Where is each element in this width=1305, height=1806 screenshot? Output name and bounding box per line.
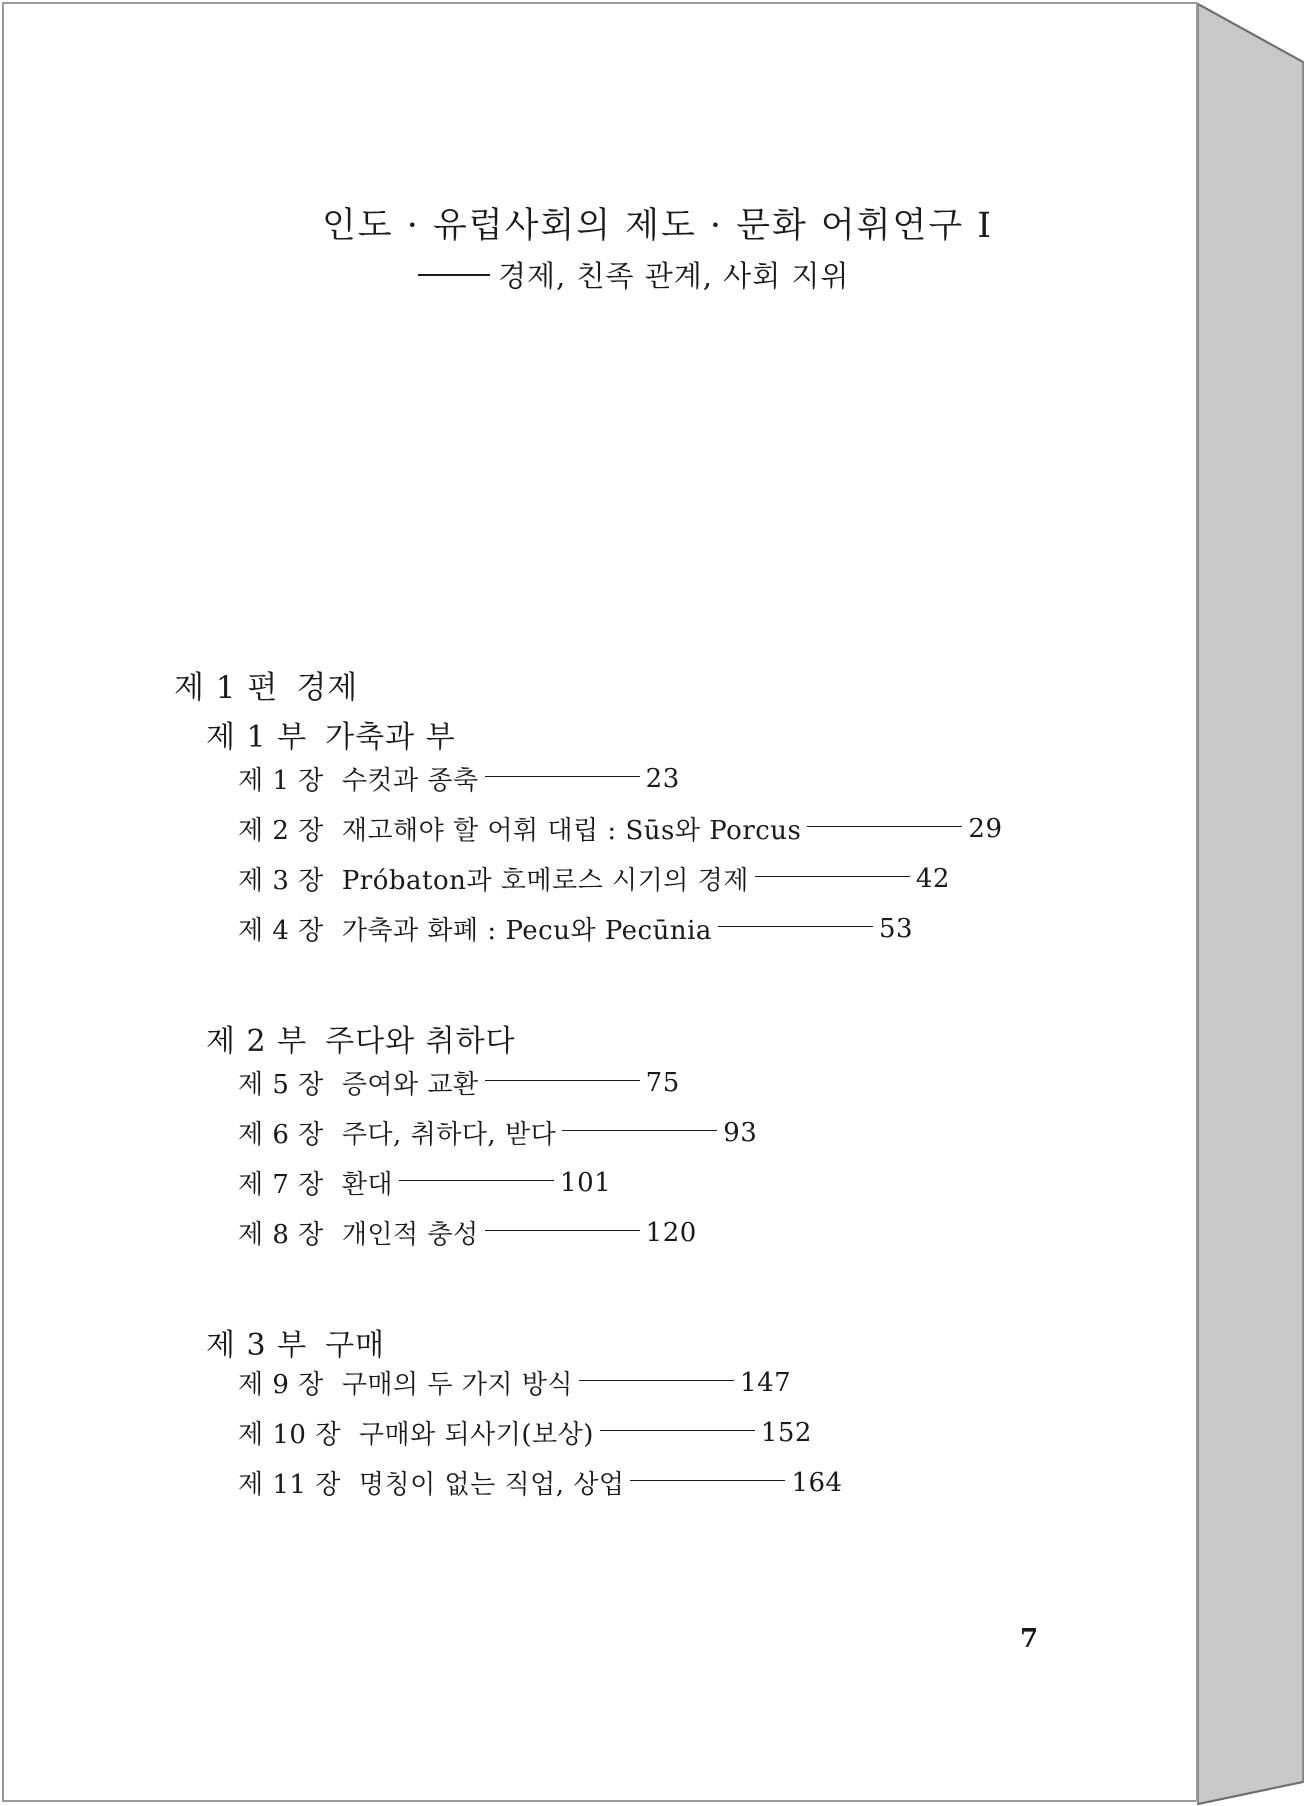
toc-section-heading xyxy=(206,712,456,756)
toc-chapter-entry[interactable] xyxy=(238,1364,791,1401)
chapter-label: 제 10 장 xyxy=(238,1420,341,1450)
section-label: 제 1 부 xyxy=(206,720,308,755)
chapter-label: 제 1 장 xyxy=(238,766,324,796)
chapter-label: 제 8 장 xyxy=(238,1220,324,1250)
chapter-title: 재고해야 할 어휘 대립 : Sūs와 Porcus xyxy=(341,816,802,846)
toc-chapter-entry[interactable] xyxy=(238,910,913,947)
chapter-title: Próbaton과 호메로스 시기의 경제 xyxy=(341,866,749,896)
toc-chapter-entry[interactable] xyxy=(238,1064,680,1101)
chapter-title: 가축과 화폐 : Pecu와 Pecūnia xyxy=(341,916,712,946)
section-title: 가축과 부 xyxy=(325,720,456,755)
chapter-page-number: 29 xyxy=(968,813,1003,844)
chapter-page-number: 152 xyxy=(760,1417,812,1448)
chapter-page-number: 101 xyxy=(560,1167,612,1198)
toc-chapter-entry[interactable] xyxy=(238,810,1003,847)
chapter-page-number: 42 xyxy=(915,863,950,894)
chapter-label: 제 11 장 xyxy=(238,1470,341,1500)
chapter-label: 제 3 장 xyxy=(238,866,324,896)
toc-chapter-entry[interactable] xyxy=(238,1114,757,1151)
chapter-title: 구매와 되사기(보상) xyxy=(358,1420,594,1450)
part-title: 경제 xyxy=(296,670,359,706)
book-title: 인도 · 유럽사회의 제도 · 문화 어휘연구 I xyxy=(322,206,994,246)
section-title: 주다와 취하다 xyxy=(325,1024,516,1059)
chapter-title: 증여와 교환 xyxy=(341,1070,479,1100)
part-label: 제 1 편 xyxy=(174,670,279,706)
toc-chapter-entry[interactable] xyxy=(238,760,680,797)
section-label: 제 2 부 xyxy=(206,1024,308,1059)
leader-line xyxy=(485,776,640,778)
section-label: 제 3 부 xyxy=(206,1328,308,1363)
leader-line xyxy=(755,876,910,878)
chapter-page-number: 120 xyxy=(645,1217,697,1248)
chapter-page-number: 75 xyxy=(645,1067,680,1098)
chapter-label: 제 9 장 xyxy=(238,1370,324,1400)
leader-line xyxy=(579,1380,734,1382)
leader-line xyxy=(807,826,962,828)
toc-section-heading xyxy=(206,1320,385,1364)
chapter-title: 환대 xyxy=(341,1170,394,1200)
section-title: 구매 xyxy=(325,1328,386,1363)
chapter-title: 명칭이 없는 직업, 상업 xyxy=(358,1470,625,1500)
toc-part-heading xyxy=(174,662,358,707)
leader-line xyxy=(485,1230,640,1232)
chapter-label: 제 2 장 xyxy=(238,816,324,846)
leader-line xyxy=(630,1480,785,1482)
leader-line xyxy=(562,1130,717,1132)
toc-chapter-entry[interactable] xyxy=(238,1414,812,1451)
toc-chapter-entry[interactable] xyxy=(238,1464,843,1501)
toc-chapter-entry[interactable] xyxy=(238,860,950,897)
chapter-page-number: 53 xyxy=(878,913,914,944)
chapter-title: 주다, 취하다, 받다 xyxy=(341,1120,557,1150)
leader-line xyxy=(600,1430,755,1432)
toc-chapter-entry[interactable] xyxy=(238,1164,611,1201)
chapter-page-number: 93 xyxy=(723,1117,758,1148)
chapter-label: 제 5 장 xyxy=(238,1070,324,1100)
toc-chapter-entry[interactable] xyxy=(238,1214,697,1251)
chapter-label: 제 6 장 xyxy=(238,1120,324,1150)
chapter-title: 수컷과 종축 xyxy=(341,766,479,796)
leader-line xyxy=(718,926,873,928)
chapter-title: 구매의 두 가지 방식 xyxy=(341,1370,574,1400)
leader-line xyxy=(485,1080,640,1082)
leader-line xyxy=(399,1180,554,1182)
subtitle-text: 경제, 친족 관계, 사회 지위 xyxy=(498,259,850,293)
chapter-page-number: 23 xyxy=(645,763,680,794)
toc-section-heading xyxy=(206,1016,516,1060)
chapter-title: 개인적 충성 xyxy=(341,1220,479,1250)
chapter-label: 제 4 장 xyxy=(238,916,324,946)
chapter-page-number: 164 xyxy=(791,1467,843,1498)
page-number: 7 xyxy=(1020,1624,1039,1654)
chapter-page-number: 147 xyxy=(740,1367,792,1398)
chapter-label: 제 7 장 xyxy=(238,1170,324,1200)
